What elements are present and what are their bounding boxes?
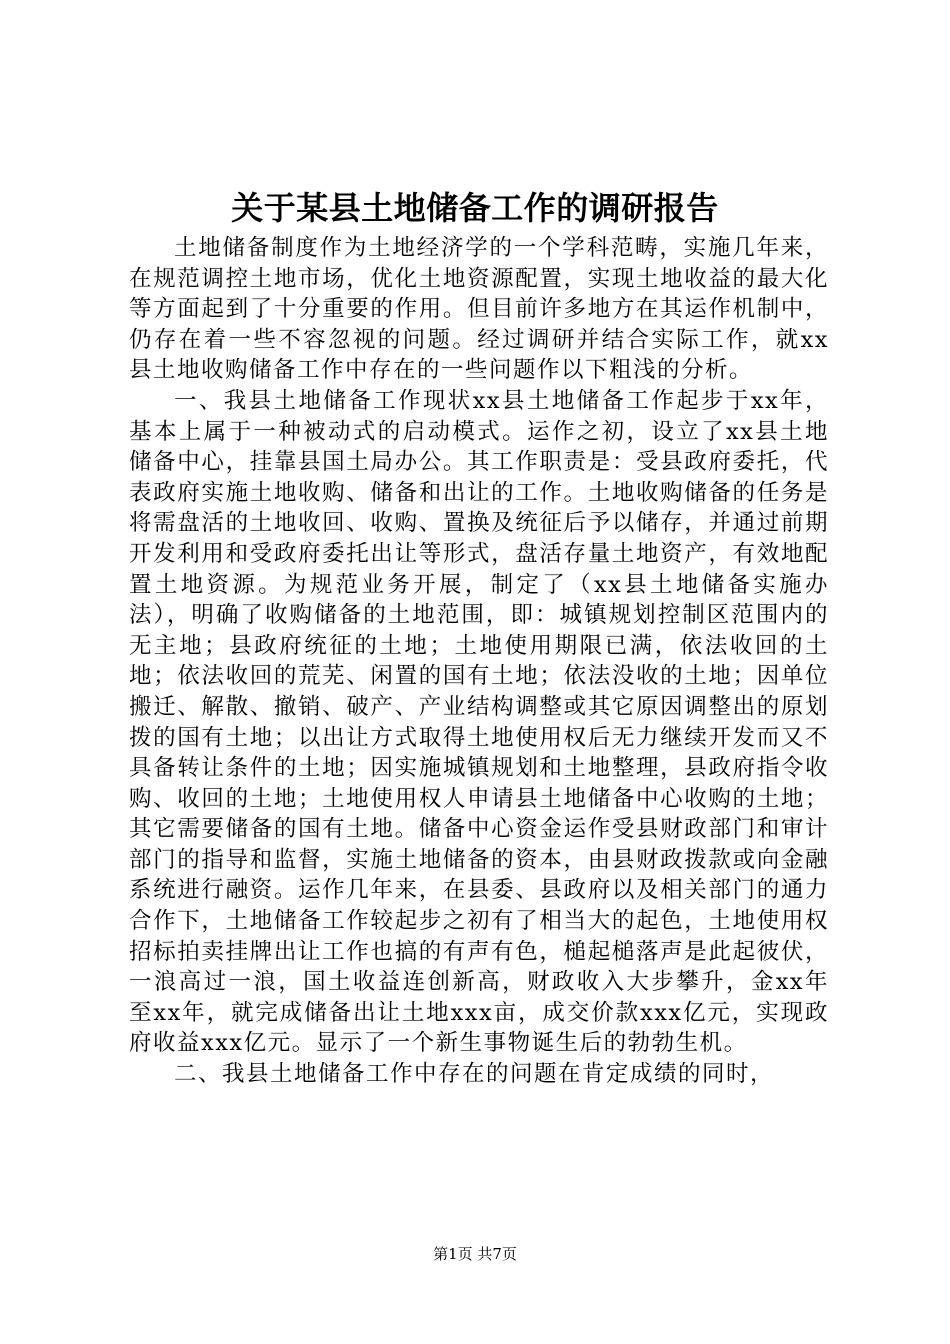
page-number-footer: 第1页 共7页 — [433, 1245, 517, 1263]
document-body — [129, 233, 829, 1090]
paragraph-section-1: 一、我县土地储备工作现状xx县土地储备工作起步于xx年，基本上属于一种被动式的启动模式。运作之初，设立了xx县土地储备中心，挂靠县国土局办公。其工作职责是：受县政府委托，代表政府实施土地收购、储备和出让的工作。土地收购储备的任务是将需盘活的土地收回、收购、置换及统征后予以储存，并通过前期开发利用和受政府委托出让等形式，盘活存量土地资产，有效地配置土地资源。为规范业务开展，制定了（xx县土地储备实施办法），明确了收购储备的土地范围，即：城镇规划控制区范围内的无主地；县政府统征的土地；土地使用期限已满，依法收回的土地；依法收回的荒芜、闲置的国有土地；依法没收的土地；因单位搬迁、解散、撤销、破产、产业结构调整或其它原因调整出的原划拨的国有土地；以出让方式取得土地使用权后无力继续开发而又不具备转让条件的土地；因实施城镇规划和土地整理，县政府指令收购、收回的土地；土地使用权人申请县土地储备中心收购的土地；其它需要储备的国有土地。储备中心资金运作受县财政部门和审计部门的指导和监督，实施土地储备的资本，由县财政拨款或向金融系统进行融资。运作几年来，在县委、县政府以及相关部门的通力合作下，土地储备工作较起步之初有了相当大的起色，土地使用权招标拍卖挂牌出让工作也搞的有声有色，槌起槌落声是此起彼伏，一浪高过一浪，国土收益连创新高，财政收入大步攀升，金xx年至xx年，就完成储备出让土地xxx亩，成交价款xxx亿元，实现政府收益xxx亿元。显示了一个新生事物诞生后的勃勃生机。 — [129, 387, 829, 1057]
document-title: 关于某县土地储备工作的调研报告 — [231, 189, 719, 227]
paragraph-intro: 土地储备制度作为土地经济学的一个学科范畴，实施几年来，在规范调控土地市场，优化土地资源配置，实现土地收益的最大化等方面起到了十分重要的作用。但目前许多地方在其运作机制中，仍存在着一些不容忽视的问题。经过调研并结合实际工作，就xx县土地收购储备工作中存在的一些问题作以下粗浅的分析。 — [129, 235, 829, 384]
paragraph-section-2: 二、我县土地储备工作中存在的问题在肯定成绩的同时， — [174, 1061, 775, 1088]
